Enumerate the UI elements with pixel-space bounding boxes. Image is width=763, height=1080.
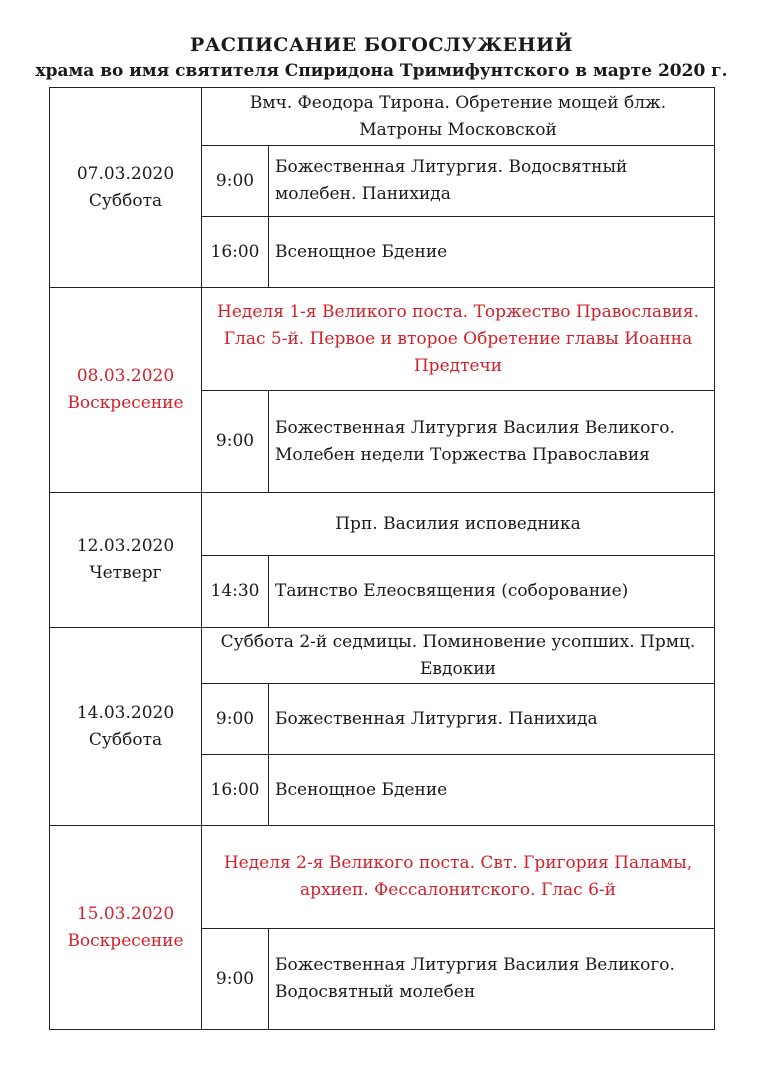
service-description: Божественная Литургия Василия Великого. Водосвятный молебен: [269, 929, 715, 1030]
service-time: 9:00: [202, 929, 269, 1030]
service-description: Божественная Литургия. Водосвятный молебен. Панихида: [269, 146, 715, 217]
service-time: 14:30: [202, 556, 269, 628]
service-time: 9:00: [202, 391, 269, 493]
page-title: РАСПИСАНИЕ БОГОСЛУЖЕНИЙ: [190, 34, 573, 56]
date-cell: [50, 826, 202, 1030]
table-row: [50, 628, 715, 684]
date-cell: [50, 493, 202, 628]
weekday-text: Четверг: [89, 563, 162, 583]
date-text: 15.03.2020: [76, 903, 175, 924]
date-text: 07.03.2020: [76, 163, 175, 184]
service-description: Божественная Литургия. Панихида: [269, 684, 715, 755]
feast-cell: Вмч. Феодора Тирона. Обретение мощей блж. Матроны Московской: [202, 88, 715, 146]
service-time: 16:00: [202, 217, 269, 288]
date-cell: [50, 88, 202, 288]
page-subtitle: храма во имя святителя Спиридона Тримифунтского в марте 2020 г.: [35, 61, 728, 81]
service-time: 9:00: [202, 146, 269, 217]
table-row: [50, 826, 715, 929]
service-time: 9:00: [202, 684, 269, 755]
service-description: Божественная Литургия Василия Великого. Молебен недели Торжества Православия: [269, 391, 715, 493]
weekday-text: Суббота: [88, 729, 163, 750]
table-row: [50, 493, 715, 556]
feast-cell: Прп. Василия исповедника: [202, 493, 715, 556]
service-description: Таинство Елеосвящения (соборование): [269, 556, 715, 628]
date-cell: [50, 288, 202, 493]
table-row: [50, 288, 715, 391]
feast-cell: Суббота 2-й седмицы. Поминовение усопших. Прмц. Евдокии: [202, 628, 715, 684]
service-time: 16:00: [202, 755, 269, 826]
feast-cell: Неделя 1-я Великого поста. Торжество Православия. Глас 5-й. Первое и второе Обретение главы Иоанна Предтечи: [202, 288, 715, 391]
service-description: Всенощное Бдение: [269, 217, 715, 288]
feast-cell: Неделя 2-я Великого поста. Свт. Григория Паламы, архиеп. Фессалонитского. Глас 6-й: [202, 826, 715, 929]
date-text: 08.03.2020: [76, 366, 175, 386]
weekday-text: Воскресение: [67, 930, 184, 951]
date-text: 12.03.2020: [76, 536, 175, 556]
weekday-text: Суббота: [88, 190, 163, 211]
table-row: [50, 88, 715, 146]
service-description: Всенощное Бдение: [269, 755, 715, 826]
schedule-table: [49, 87, 715, 1030]
date-cell: [50, 628, 202, 826]
weekday-text: Воскресение: [67, 393, 184, 413]
date-text: 14.03.2020: [76, 702, 175, 723]
